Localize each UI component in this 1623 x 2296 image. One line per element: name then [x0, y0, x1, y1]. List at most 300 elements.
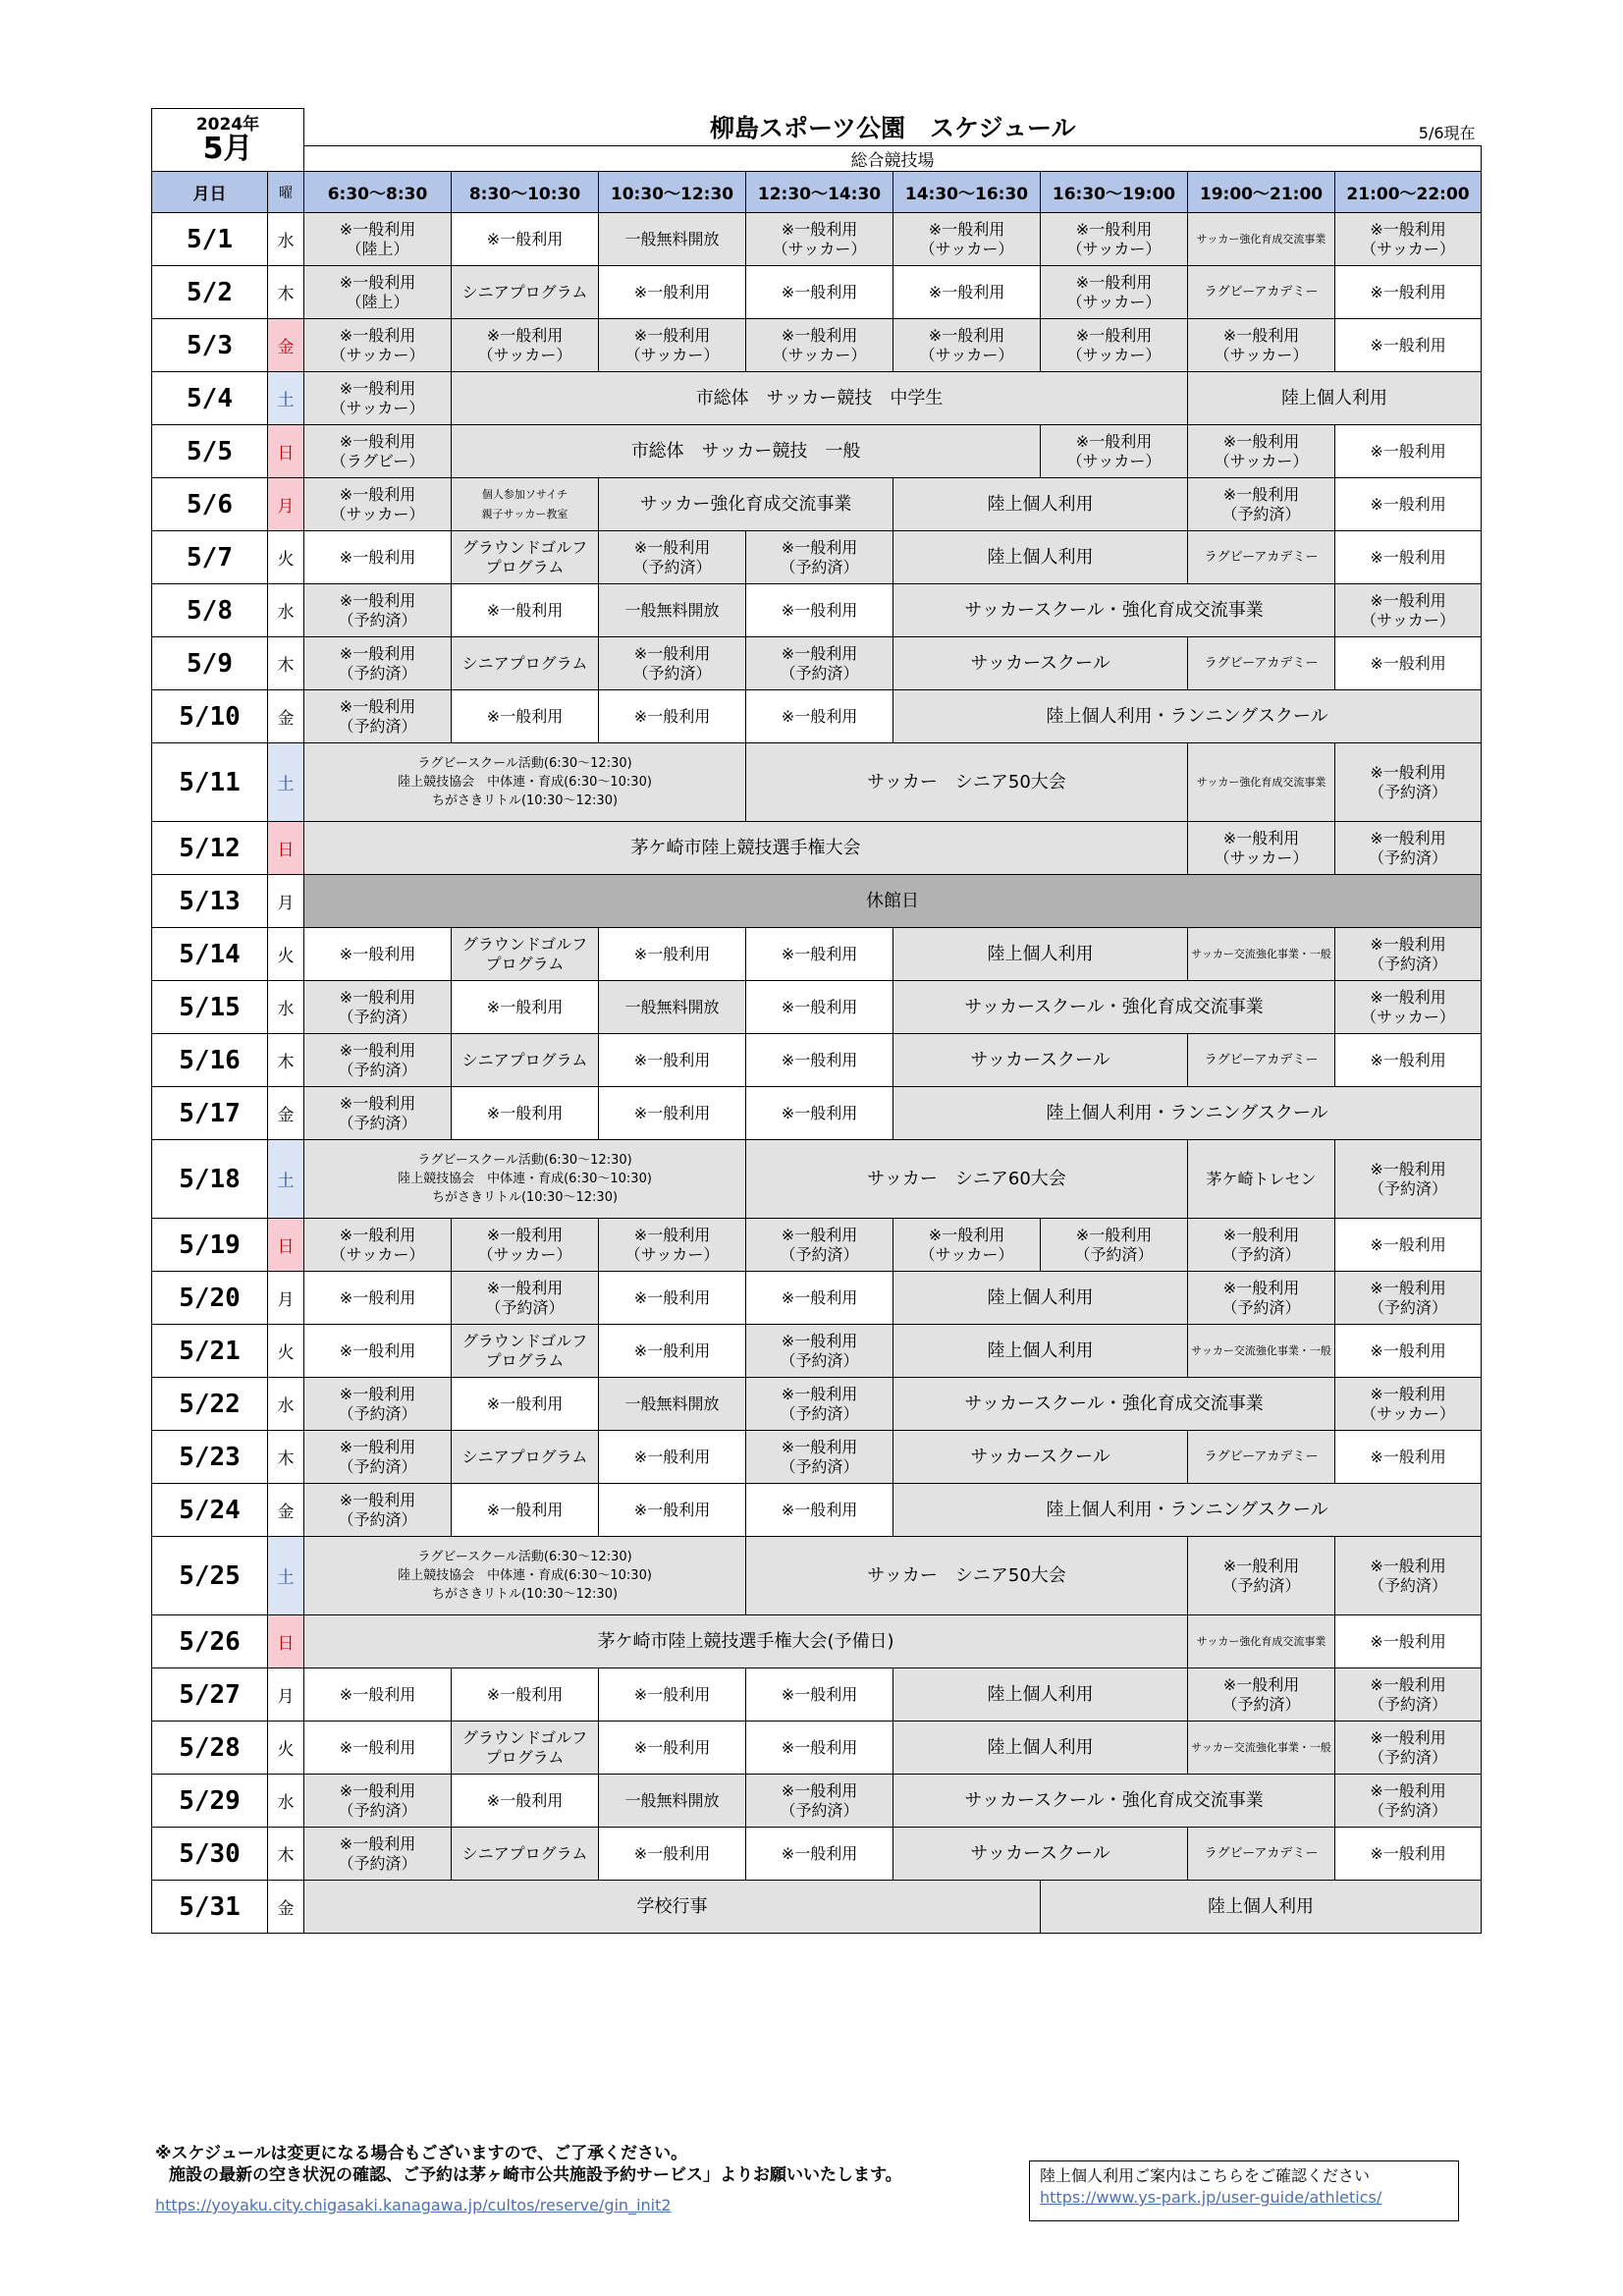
slot-cell [304, 1484, 452, 1537]
weekday-cell: 土 [268, 1537, 304, 1615]
slot-cell [1041, 425, 1188, 478]
slot-text: サッカー強化育成交流事業 [1196, 232, 1326, 246]
slot-text: ※一般利用 [1222, 431, 1300, 451]
slot-cell [304, 822, 1188, 875]
slot-text: ※一般利用 [1370, 1843, 1446, 1863]
slot-cell [746, 1034, 893, 1087]
slot-text: ※一般利用 [339, 378, 416, 398]
weekday-cell: 土 [268, 372, 304, 425]
slot-text: （サッカー） [330, 398, 425, 417]
slot-text: ※一般利用 [339, 1490, 416, 1509]
weekday-cell: 土 [268, 1140, 304, 1219]
slot-text: 陸上個人利用 [987, 1286, 1094, 1308]
slot-cell [304, 584, 452, 637]
date-cell: 5/4 [152, 372, 268, 425]
slot-cell [1335, 1537, 1482, 1615]
slot-text: ラグビースクール活動(6:30～12:30) [417, 1153, 632, 1168]
slot-cell [452, 584, 599, 637]
slot-cell [304, 1668, 452, 1722]
slot-text: （予約済） [780, 1800, 859, 1820]
date-cell: 5/6 [152, 478, 268, 531]
slot-cell [1041, 266, 1188, 319]
slot-text: ※一般利用 [1222, 484, 1300, 504]
slot-text: （予約済） [632, 557, 712, 576]
slot-text: シニアプログラム [461, 1050, 588, 1069]
slot-header: 21:00～22:00 [1335, 172, 1482, 213]
slot-text: （サッカー） [1361, 1403, 1455, 1423]
slot-text: サッカー強化育成交流事業 [639, 493, 852, 515]
slot-text: グラウンドゴルフ [461, 934, 588, 954]
slot-cell [1335, 1325, 1482, 1378]
slot-text: ※一般利用 [781, 537, 858, 557]
slot-cell [452, 981, 599, 1034]
schedule-row [152, 1722, 1482, 1775]
slot-text: 学校行事 [636, 1895, 708, 1917]
note-line-2: 施設の最新の空き状況の確認、ご予約は茅ヶ崎市公共施設予約サービス」よりお願いいたします。 [169, 2165, 902, 2185]
weekday-cell: 金 [268, 1087, 304, 1140]
weekday-cell: 土 [268, 743, 304, 822]
weekday-cell: 日 [268, 1219, 304, 1272]
slot-text: 茅ケ崎市陸上競技選手権大会 [630, 837, 861, 858]
slot-text: ※一般利用 [486, 1790, 564, 1810]
slot-text: サッカースクール・強化育成交流事業 [964, 599, 1264, 621]
slot-cell [1188, 743, 1335, 822]
slot-cell [1335, 1615, 1482, 1668]
schedule-row [152, 1668, 1482, 1722]
slot-cell [599, 1828, 746, 1881]
athletics-info-link[interactable]: https://www.ys-park.jp/user-guide/athletics/ [1040, 2188, 1382, 2207]
slot-text: 親子サッカー教室 [481, 507, 568, 520]
weekday-cell: 水 [268, 1378, 304, 1431]
slot-cell [893, 531, 1188, 584]
slot-text: （サッカー） [624, 1244, 720, 1264]
slot-cell [1188, 425, 1335, 478]
slot-text: サッカースクール [970, 652, 1110, 674]
slot-text: ※一般利用 [781, 643, 858, 663]
slot-text: （予約済） [1369, 1800, 1448, 1820]
slot-text: ※一般利用 [1370, 1631, 1446, 1651]
slot-text: ※一般利用 [339, 1780, 416, 1800]
weekday-cell: 日 [268, 425, 304, 478]
slot-cell [893, 213, 1041, 266]
slot-cell [304, 690, 452, 743]
slot-cell [599, 319, 746, 372]
date-cell: 5/29 [152, 1775, 268, 1828]
slot-cell [452, 425, 1041, 478]
weekday-cell: 月 [268, 478, 304, 531]
slot-text: 一般無料開放 [624, 600, 720, 620]
slot-cell [1335, 637, 1482, 690]
slot-text: 陸上個人利用 [1281, 387, 1388, 409]
slot-text: ※一般利用 [339, 547, 416, 567]
slot-text: ※一般利用 [1222, 1674, 1300, 1694]
slot-cell [1188, 1431, 1335, 1484]
slot-cell [304, 637, 452, 690]
slot-text: （サッカー） [1066, 345, 1162, 364]
weekday-cell: 月 [268, 1272, 304, 1325]
slot-text: ※一般利用 [781, 706, 858, 726]
date-cell: 5/2 [152, 266, 268, 319]
slot-cell [304, 1881, 1041, 1934]
slot-text: ※一般利用 [928, 325, 1005, 345]
slot-cell [452, 1722, 599, 1775]
slot-text: ※一般利用 [1370, 934, 1446, 954]
slot-cell [452, 1431, 599, 1484]
slot-text: （予約済） [1221, 504, 1301, 523]
slot-header: 10:30～12:30 [599, 172, 746, 213]
slot-cell [1335, 981, 1482, 1034]
slot-cell [452, 372, 1188, 425]
slot-cell [304, 1087, 452, 1140]
date-cell: 5/10 [152, 690, 268, 743]
slot-cell [893, 319, 1041, 372]
slot-cell [893, 981, 1335, 1034]
date-cell: 5/27 [152, 1668, 268, 1722]
venue-name: 総合競技場 [304, 146, 1482, 172]
slot-text: ※一般利用 [1370, 441, 1446, 461]
slot-cell [1335, 266, 1482, 319]
slot-text: ※一般利用 [339, 1384, 416, 1403]
slot-cell [893, 1219, 1041, 1272]
slot-cell [304, 1140, 746, 1219]
year-month-cell [152, 109, 304, 172]
slot-text: ※一般利用 [339, 1737, 416, 1757]
slot-text: （サッカー） [919, 239, 1014, 258]
slot-text: ※一般利用 [781, 1287, 858, 1307]
slot-cell [1188, 1325, 1335, 1378]
schedule-row [152, 319, 1482, 372]
slot-text: ※一般利用 [486, 1684, 564, 1704]
slot-cell [1188, 1537, 1335, 1615]
slot-text: （予約済） [1221, 1297, 1301, 1317]
slot-text: （予約済） [338, 1113, 417, 1132]
slot-cell [893, 690, 1482, 743]
as-of-date: 5/6現在 [1418, 124, 1476, 142]
slot-text: 一般無料開放 [624, 997, 720, 1016]
slot-text: ※一般利用 [1075, 431, 1153, 451]
slot-cell [1335, 1775, 1482, 1828]
slot-text: ※一般利用 [781, 1225, 858, 1244]
slot-text: 個人参加ソサイチ [481, 487, 568, 501]
slot-text: （予約済） [1369, 847, 1448, 867]
slot-text: （サッカー） [1214, 847, 1309, 867]
slot-text: （予約済） [338, 1403, 417, 1423]
slot-cell [452, 1219, 599, 1272]
schedule-row [152, 1140, 1482, 1219]
slot-text: ※一般利用 [486, 1225, 564, 1244]
slot-text: （予約済） [1369, 1297, 1448, 1317]
slot-text: サッカー交流強化事業・一般 [1191, 1740, 1331, 1754]
slot-cell [1335, 1034, 1482, 1087]
slot-text: ※一般利用 [339, 1093, 416, 1113]
slot-text: ※一般利用 [339, 1833, 416, 1853]
slot-text: ※一般利用 [1370, 1340, 1446, 1360]
slot-cell [893, 584, 1335, 637]
slot-text: プログラム [485, 954, 565, 973]
date-cell: 5/30 [152, 1828, 268, 1881]
athletics-info-box [1029, 2160, 1459, 2221]
weekday-cell: 金 [268, 690, 304, 743]
schedule-row [152, 531, 1482, 584]
slot-text: ※一般利用 [1370, 282, 1446, 301]
schedule-row [152, 1034, 1482, 1087]
date-cell: 5/5 [152, 425, 268, 478]
slot-cell [599, 213, 746, 266]
slot-cell [304, 1828, 452, 1881]
slot-text: ※一般利用 [633, 944, 711, 963]
slot-cell [746, 213, 893, 266]
schedule-row [152, 981, 1482, 1034]
slot-cell [1041, 1881, 1482, 1934]
slot-cell [746, 1484, 893, 1537]
slot-text: （陸上） [346, 292, 409, 311]
schedule-row [152, 425, 1482, 478]
slot-text: ※一般利用 [1370, 590, 1446, 610]
schedule-row [152, 743, 1482, 822]
weekday-cell: 木 [268, 1431, 304, 1484]
slot-text: （予約済） [338, 1800, 417, 1820]
schedule-body [152, 213, 1482, 1934]
slot-cell [1335, 425, 1482, 478]
slot-cell [599, 928, 746, 981]
slot-cell [746, 1325, 893, 1378]
slot-text: （サッカー） [1214, 345, 1309, 364]
slot-cell [599, 1722, 746, 1775]
slot-text: ※一般利用 [633, 1225, 711, 1244]
slot-cell [304, 425, 452, 478]
slot-text: 陸上競技協会 中体連・育成(6:30～10:30) [398, 775, 652, 790]
slot-text: （サッカー） [919, 345, 1014, 364]
slot-text: ※一般利用 [1370, 1727, 1446, 1747]
slot-cell [893, 1272, 1188, 1325]
slot-text: （サッカー） [772, 345, 867, 364]
slot-text: ※一般利用 [1370, 1234, 1446, 1254]
slot-text: 陸上個人利用 [987, 1339, 1094, 1361]
slot-text: サッカー シニア50大会 [867, 1564, 1066, 1586]
slot-header: 19:00～21:00 [1188, 172, 1335, 213]
slot-text: （予約済） [780, 557, 859, 576]
slot-text: 陸上個人利用 [987, 1683, 1094, 1705]
slot-cell [599, 1668, 746, 1722]
date-cell: 5/14 [152, 928, 268, 981]
slot-cell [1188, 1272, 1335, 1325]
date-cell: 5/31 [152, 1881, 268, 1934]
slot-cell [599, 1272, 746, 1325]
slot-cell [746, 1378, 893, 1431]
slot-cell [304, 1431, 452, 1484]
slot-text: （予約済） [338, 1060, 417, 1079]
slot-cell [1335, 319, 1482, 372]
slot-text: ※一般利用 [339, 325, 416, 345]
slot-text: ※一般利用 [486, 997, 564, 1016]
slot-cell [1335, 584, 1482, 637]
slot-cell [599, 1325, 746, 1378]
date-cell: 5/22 [152, 1378, 268, 1431]
schedule-table [151, 108, 1482, 1934]
slot-text: サッカースクール・強化育成交流事業 [964, 1789, 1264, 1811]
slot-cell [452, 1325, 599, 1378]
slot-text: ※一般利用 [1370, 494, 1446, 514]
slot-text: ※一般利用 [1075, 219, 1153, 239]
slot-cell [452, 1272, 599, 1325]
date-cell: 5/24 [152, 1484, 268, 1537]
slot-cell [599, 637, 746, 690]
slot-text: グラウンドゴルフ [461, 537, 588, 557]
slot-text: ※一般利用 [1370, 335, 1446, 355]
slot-cell [1188, 266, 1335, 319]
slot-cell [1188, 1219, 1335, 1272]
slot-text: サッカー シニア60大会 [867, 1168, 1066, 1189]
slot-cell [1188, 637, 1335, 690]
slot-cell [304, 1615, 1188, 1668]
slot-cell [599, 1087, 746, 1140]
slot-cell [452, 531, 599, 584]
slot-cell [1188, 372, 1482, 425]
weekday-cell: 金 [268, 1881, 304, 1934]
slot-text: ※一般利用 [339, 1287, 416, 1307]
slot-header: 6:30～8:30 [304, 172, 452, 213]
date-cell: 5/9 [152, 637, 268, 690]
slot-text: ※一般利用 [339, 484, 416, 504]
slot-cell [893, 1668, 1188, 1722]
schedule-row [152, 1431, 1482, 1484]
slot-text: ※一般利用 [1370, 1159, 1446, 1178]
date-cell: 5/18 [152, 1140, 268, 1219]
slot-text: ※一般利用 [486, 600, 564, 620]
slot-text: （予約済） [1369, 1694, 1448, 1714]
slot-text: ※一般利用 [1370, 1556, 1446, 1575]
slot-text: 陸上個人利用・ランニングスクール [1046, 705, 1328, 727]
slot-text: ※一般利用 [781, 282, 858, 301]
slot-text: 茅ケ崎トレセン [1206, 1169, 1317, 1188]
slot-text: ※一般利用 [781, 1050, 858, 1069]
slot-text: 陸上個人利用 [987, 546, 1094, 568]
slot-cell [304, 478, 452, 531]
date-cell: 5/7 [152, 531, 268, 584]
weekday-cell: 火 [268, 1325, 304, 1378]
slot-cell [452, 637, 599, 690]
slot-text: ※一般利用 [633, 643, 711, 663]
slot-text: ※一般利用 [1370, 1674, 1446, 1694]
slot-text: プログラム [485, 557, 565, 576]
slot-cell [304, 319, 452, 372]
slot-cell [893, 1431, 1188, 1484]
slot-text: サッカー強化育成交流事業 [1196, 775, 1326, 789]
slot-text: 休館日 [866, 890, 920, 911]
slot-text: ※一般利用 [339, 944, 416, 963]
schedule-row [152, 1378, 1482, 1431]
date-cell: 5/16 [152, 1034, 268, 1087]
slot-text: ※一般利用 [633, 1103, 711, 1122]
slot-text: （予約済） [780, 1350, 859, 1370]
slot-cell [1188, 1034, 1335, 1087]
slot-text: ※一般利用 [1370, 653, 1446, 673]
slot-text: （サッカー） [1361, 610, 1455, 629]
schedule-row [152, 584, 1482, 637]
slot-cell [893, 1034, 1188, 1087]
weekday-cell: 水 [268, 1775, 304, 1828]
slot-cell [1188, 1828, 1335, 1881]
slot-cell [746, 531, 893, 584]
date-cell: 5/12 [152, 822, 268, 875]
slot-cell [599, 1378, 746, 1431]
slot-header: 12:30～14:30 [746, 172, 893, 213]
date-cell: 5/8 [152, 584, 268, 637]
date-cell: 5/26 [152, 1615, 268, 1668]
slot-cell [893, 928, 1188, 981]
slot-text: 茅ケ崎市陸上競技選手権大会(予備日) [597, 1630, 894, 1652]
schedule-row [152, 1272, 1482, 1325]
slot-cell [1335, 1668, 1482, 1722]
slot-cell [1335, 1219, 1482, 1272]
slot-text: ※一般利用 [1075, 325, 1153, 345]
date-cell: 5/23 [152, 1431, 268, 1484]
slot-text: （予約済） [1369, 1747, 1448, 1767]
weekday-cell: 金 [268, 1484, 304, 1537]
slot-header: 16:30～19:00 [1041, 172, 1188, 213]
slot-text: ※一般利用 [339, 272, 416, 292]
slot-cell [304, 531, 452, 584]
slot-cell [304, 1722, 452, 1775]
slot-cell [304, 743, 746, 822]
date-column-header: 月日 [152, 172, 268, 213]
slot-text: ※一般利用 [339, 643, 416, 663]
weekday-cell: 水 [268, 981, 304, 1034]
slot-text: ※一般利用 [781, 219, 858, 239]
slot-text: （予約済） [338, 610, 417, 629]
schedule-row [152, 1828, 1482, 1881]
slot-cell [1335, 1140, 1482, 1219]
slot-cell [746, 690, 893, 743]
slot-text: （予約済） [1369, 782, 1448, 801]
slot-cell [746, 1668, 893, 1722]
slot-cell [1188, 1140, 1335, 1219]
schedule-row [152, 213, 1482, 266]
slot-cell [746, 928, 893, 981]
slot-cell [893, 1775, 1335, 1828]
slot-cell [452, 1087, 599, 1140]
date-cell: 5/13 [152, 875, 268, 928]
date-cell: 5/28 [152, 1722, 268, 1775]
slot-cell [1041, 1219, 1188, 1272]
slot-text: ※一般利用 [781, 600, 858, 620]
slot-text: サッカー シニア50大会 [867, 771, 1066, 793]
slot-cell [304, 928, 452, 981]
slot-cell [1335, 478, 1482, 531]
slot-text: ちがさきリトル(10:30～12:30) [431, 793, 619, 808]
slot-text: ※一般利用 [1370, 219, 1446, 239]
slot-text: ※一般利用 [1370, 987, 1446, 1007]
slot-text: 市総体 サッカー競技 中学生 [695, 387, 944, 409]
slot-text: サッカー交流強化事業・一般 [1191, 1343, 1331, 1357]
slot-cell [746, 1722, 893, 1775]
weekday-cell: 日 [268, 1615, 304, 1668]
title-cell [304, 109, 1482, 146]
reservation-link[interactable]: https://yoyaku.city.chigasaki.kanagawa.jp/cultos/reserve/gin_init2 [155, 2196, 672, 2214]
slot-text: （予約済） [1221, 1575, 1301, 1595]
slot-text: サッカースクール [970, 1446, 1110, 1467]
slot-text: ※一般利用 [486, 325, 564, 345]
slot-text: ※一般利用 [781, 1500, 858, 1519]
slot-text: ※一般利用 [928, 1225, 1005, 1244]
slot-cell [893, 1325, 1188, 1378]
date-cell: 5/17 [152, 1087, 268, 1140]
slot-text: ※一般利用 [781, 1684, 858, 1704]
slot-cell [746, 319, 893, 372]
slot-text: ※一般利用 [928, 219, 1005, 239]
slot-text: ※一般利用 [1370, 828, 1446, 847]
slot-text: ※一般利用 [339, 1040, 416, 1060]
